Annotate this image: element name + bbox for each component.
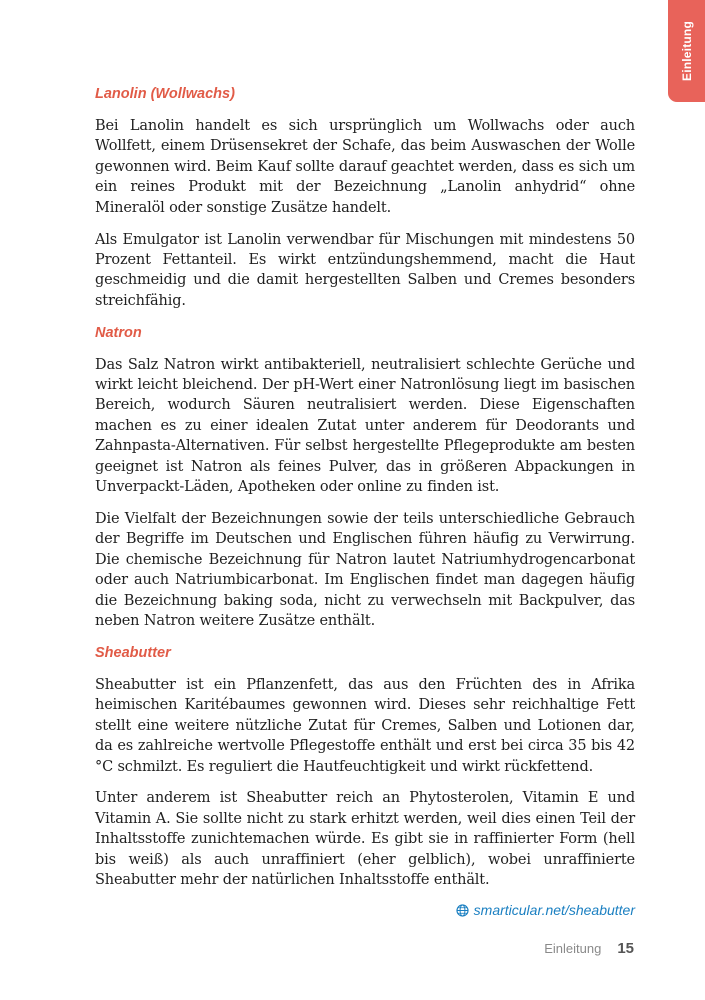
section-heading-lanolin: Lanolin (Wollwachs) <box>95 86 235 102</box>
globe-icon <box>456 904 469 917</box>
paragraph: Als Emulgator ist Lanolin verwendbar für Mischungen mit mindestens 50 Prozent Fettanteil. Es wirkt entzündungshemmend, macht die Haut geschmeidig und die damit hergestellten Salben und Cremes besonders streichfähig. <box>95 231 635 309</box>
page-number: 15 <box>617 940 634 957</box>
chapter-tab-label: Einleitung <box>679 21 694 81</box>
section-heading-natron: Natron <box>95 324 142 341</box>
chapter-tab[interactable] <box>668 0 705 102</box>
sheabutter-link[interactable] <box>95 902 635 918</box>
footer-chapter-label: Einleitung <box>544 941 602 956</box>
link-text[interactable]: smarticular.net/sheabutter <box>473 902 635 918</box>
paragraph: Sheabutter ist ein Pflanzenfett, das aus den Früchten des in Afrika heimischen Karitébaumes gewonnen wird. Dieses sehr reichhaltige Fett stellt eine weitere nützliche Zutat für Cremes, Salben und Lotionen dar, da es zahlreiche wertvolle Pflegestoffe enthält und erst bei circa 35 bis 42 °C schmilzt. Es reguliert die Hautfeuchtigkeit und wirkt rückfettend. <box>95 676 635 775</box>
paragraph: Das Salz Natron wirkt antibakteriell, neutralisiert schlechte Gerüche und wirkt leicht bleichend. Der pH-Wert einer Natronlösung liegt im basischen Bereich, wodurch Säuren neutralisiert werden. Diese Eigenschaften machen es zu einer idealen Zutat unter anderem für Deodorants und Zahnpasta-Alternativen. Für selbst hergestellte Pflegeprodukte am besten geeignet ist Natron als feines Pulver, das in größeren Abpackungen in Unverpackt-Läden, Apotheken oder online zu finden ist. <box>95 356 635 496</box>
paragraph: Die Vielfalt der Bezeichnungen sowie der teils unterschiedliche Gebrauch der Begriffe im Deutschen und Englischen führen häufig zu Verwirrung. Die chemische Bezeichnung für Natron lautet Natriumhydrogencarbonat oder auch Natriumbicarbonat. Im Englischen findet man dagegen häufig die Bezeichnung baking soda, nicht zu verwechseln mit Backpulver, das neben Natron weitere Zusätze enthält. <box>95 511 635 630</box>
page-content <box>95 84 635 918</box>
section-heading-sheabutter: Sheabutter <box>95 644 171 661</box>
paragraph: Bei Lanolin handelt es sich ursprünglich um Wollwachs oder auch Wollfett, einem Drüsensekret der Schafe, das beim Auswaschen der Wolle gewonnen wird. Beim Kauf sollte darauf geachtet werden, dass es sich um ein reines Produkt mit der Bezeichnung „Lanolin anhydrid“ ohne Mineralöl oder sonstige Zusätze handelt. <box>95 118 635 216</box>
page-footer <box>544 940 634 957</box>
paragraph: Unter anderem ist Sheabutter reich an Phytosterolen, Vitamin E und Vitamin A. Sie sollte nicht zu stark erhitzt werden, weil dies einen Teil der Inhaltsstoffe zunichtemachen würde. Es gibt sie in raffinierter Form (hell bis weiß) als auch unraffiniert (eher gelblich), wobei unraffinierte Sheabutter mehr der natürlichen Inhaltsstoffe enthält. <box>95 790 635 889</box>
